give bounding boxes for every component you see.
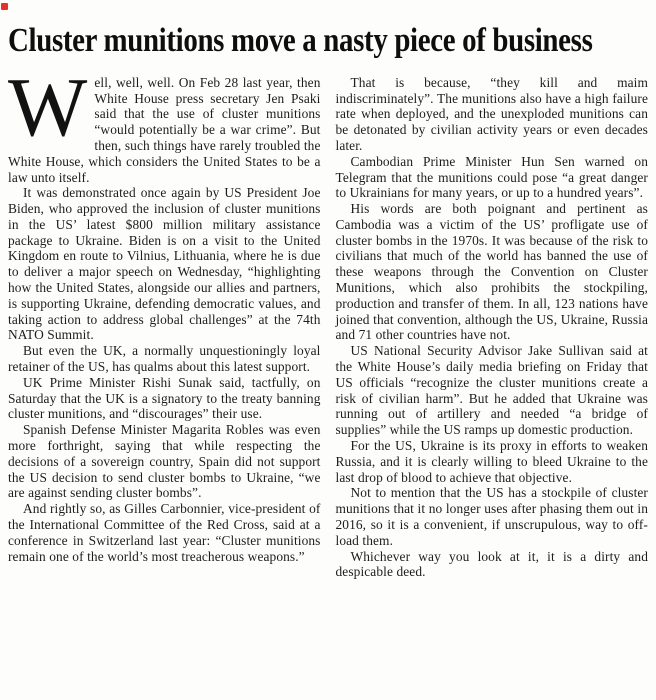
article-paragraph: It was demonstrated once again by US President Joe Biden, who approved the inclusion of cluster munitions in the US’ latest $800 million military assistance package to Ukraine. Biden is on a visit to the United Kingdom en route to Vilnius, Lithuania, where he is due to deliver a major speech on Wednesday, “highlighting how the United States, alongside our allies and partners, is supporting Ukraine, defending democratic values, and taking action to address global challenges” at the 74th NATO Summit. [8,185,321,343]
article-paragraph: Well, well, well. On Feb 28 last year, then White House press secretary Jen Psaki said that the use of cluster munitions “would potentially be a war crime”. But then, such things have rarely troubled the White House, which considers the United States to be a law unto itself. [8,60,321,185]
article-paragraph: US National Security Advisor Jake Sullivan said at the White House’s daily media briefing on Friday that US officials “recognize the cluster munitions create a risk of civilian harm”. But he added that Ukraine was running out of artillery and needed “a bridge of supplies” while the US ramps up domestic production. [335,343,648,438]
drop-cap: W [8,60,88,154]
article-paragraph: His words are both poignant and pertinent as Cambodia was a victim of the US’ profligate use of cluster bombs in the 1970s. It was because of the risk to civilians that much of the world has banned the use of these weapons through the Convention on Cluster Munitions, which also prohibits the stockpiling, production and transfer of them. In all, 123 nations have joined that convention, although the US, Ukraine, Russia and 71 other countries have not. [335,201,648,343]
article-column-left [8,60,321,581]
article-paragraph: For the US, Ukraine is its proxy in efforts to weaken Russia, and it is clearly willing to bleed Ukraine to the last drop of blood to achieve that objective. [335,438,648,485]
article-paragraph: But even the UK, a normally unquestioningly loyal retainer of the US, has qualms about this latest support. [8,343,321,375]
article-paragraph: Whichever way you look at it, it is a dirty and despicable deed. [335,548,648,580]
article-headline: Cluster munitions move a nasty piece of business [8,22,593,59]
article-paragraph: And rightly so, as Gilles Carbonnier, vice-president of the International Committee of the Red Cross, said at a conference in Switzerland last year: “Cluster munitions remain one of the world’s most treacherous weapons.” [8,501,321,564]
article-paragraph: Spanish Defense Minister Magarita Robles was even more forthright, saying that while respecting the decisions of a sovereign country, Spain did not support the US decision to send cluster bombs to Ukraine, “we are against sending cluster bombs”. [8,422,321,501]
article-paragraph: Cambodian Prime Minister Hun Sen warned on Telegram that the munitions could pose “a great danger to Ukrainians for many years, or up to a hundred years”. [335,153,648,201]
article-paragraph: That is because, “they kill and maim indiscriminately”. The munitions also have a high failure rate when deployed, and the unexploded munitions can be detonated by civilian activity years or even decades later. [335,74,648,153]
article-paragraph: Not to mention that the US has a stockpile of cluster munitions that it no longer uses after phasing them out in 2016, so it is a convenient, if unscrupulous, way to off-load them. [335,485,648,548]
article-column-right [336,75,649,581]
article-body [0,60,656,581]
red-corner-mark [1,3,8,10]
article-paragraph: UK Prime Minister Rishi Sunak said, tactfully, on Saturday that the UK is a signatory to the treaty banning cluster munitions, and “discourages” their use. [8,374,321,422]
